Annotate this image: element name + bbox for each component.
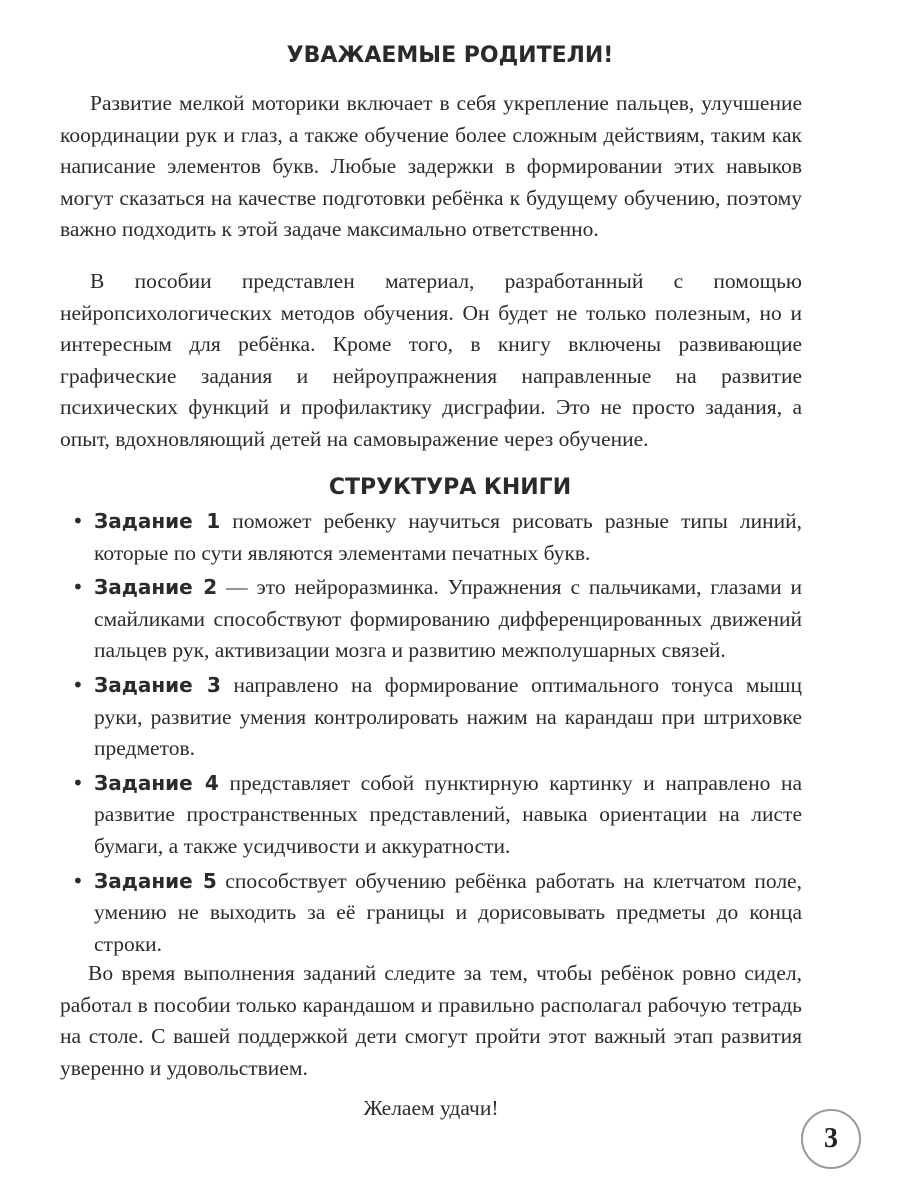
list-item-task-4	[60, 768, 802, 863]
bullet-icon: •	[72, 575, 84, 600]
page-number: 3	[801, 1109, 861, 1169]
task-label: Задание 1	[94, 509, 221, 533]
intro-paragraph-2: В пособии представлен материал, разработанный с помощью нейропсихологических методов обучения. Он будет не только полезным, но и интересным для ребёнка. Кроме того, в книгу включены развивающие графические задания и нейроупражнения направленные на развитие психических функций и профилактику дисграфии. Это не просто задания, а опыт, вдохновляющий детей на самовыражение через обучение.	[60, 269, 802, 451]
section-heading: СТРУКТУРА КНИГИ	[328, 475, 572, 500]
task-description: способствует обучению ребёнка работать на клетчатом поле, умению не выходить за её границы и дорисовывать предметы до конца строки.	[94, 868, 802, 956]
task-label: Задание 2	[94, 575, 218, 600]
page-title: УВАЖАЕМЫЕ РОДИТЕЛИ!	[286, 43, 614, 68]
task-description: направлено на формирование оптимального тонуса мышц руки, развитие умения контролировать нажим на карандаш при штриховке предметов.	[94, 672, 802, 761]
closing-wish: Желаем удачи!	[363, 1096, 499, 1120]
bullet-icon: •	[72, 770, 84, 795]
list-item-task-1	[60, 506, 802, 569]
intro-paragraph-1: Развитие мелкой моторики включает в себя укрепление пальцев, улучшение координации рук и глаз, а также обучение более сложным действиям, таким как написание элементов букв. Любые задержки в формировании этих навыков могут сказаться на качестве подготовки ребёнка к будущему обучению, поэтому важно подходить к этой задаче максимально ответственно.	[60, 91, 802, 242]
task-description: поможет ребенку научиться рисовать разные типы линий, которые по сути являются элементами печатных букв.	[94, 509, 802, 565]
list-item-task-3	[60, 670, 802, 765]
task-description: представляет собой пунктирную картинку и направлено на развитие пространственных представлений, навыка ориентации на листе бумаги, а также усидчивости и аккуратности.	[94, 770, 802, 858]
list-item-task-2	[60, 572, 802, 667]
list-item-task-5	[60, 866, 802, 961]
outro-paragraph: Во время выполнения заданий следите за тем, чтобы ребёнок ровно сидел, работал в пособии только карандашом и правильно располагал рабочую тетрадь на столе. С вашей поддержкой дети смогут пройти этот важный этап развития уверенно и удовольствием.	[60, 961, 802, 1080]
task-label: Задание 3	[94, 672, 221, 697]
bullet-icon: •	[72, 509, 84, 533]
bullet-icon: •	[72, 672, 84, 697]
task-label: Задание 4	[94, 770, 219, 795]
task-description: — это нейроразминка. Упражнения с пальчиками, глазами и смайликами способствуют формированию дифференцированных движений пальцев рук, активизации мозга и развитию межполушарных связей.	[94, 575, 802, 663]
task-list	[60, 506, 802, 963]
task-label: Задание 5	[94, 868, 217, 893]
bullet-icon: •	[72, 868, 84, 893]
